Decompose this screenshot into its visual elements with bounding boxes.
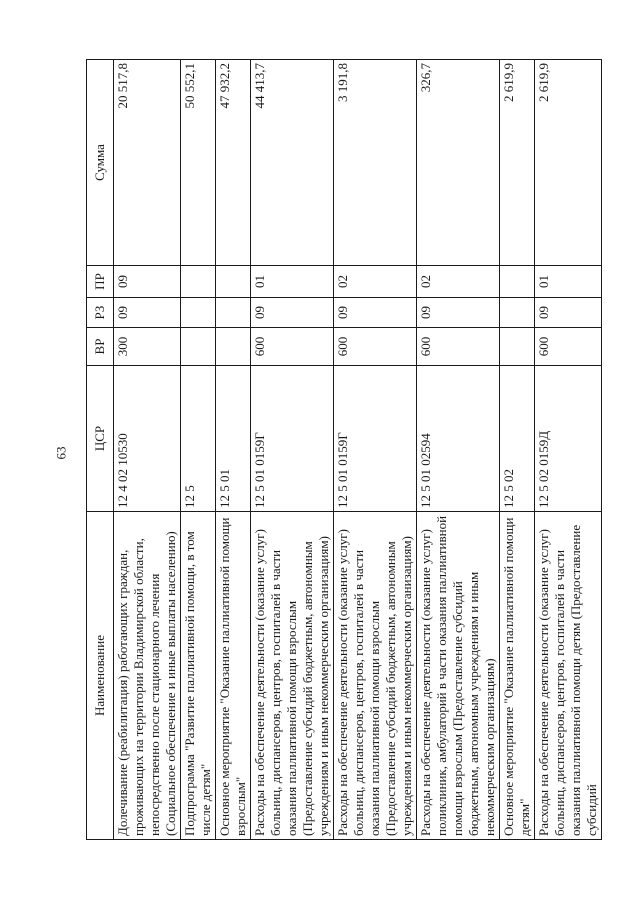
- cell-pr: 09: [114, 266, 181, 298]
- cell-csr: 12 5 01 02594: [417, 366, 500, 512]
- cell-sum: 50 552,1: [181, 60, 216, 266]
- cell-name: Долечивание (реабилитация) работающих граждан, проживающих на территории Владимирской области, непосредственно после стационарного лечения (Социальное обеспечение и иные выплаты населению): [114, 512, 181, 840]
- cell-name: Подпрограмма "Развитие паллиативной помощи, в том числе детям": [181, 512, 216, 840]
- cell-rz: 09: [417, 298, 500, 328]
- table-row: [251, 60, 334, 840]
- cell-name: Основное мероприятие "Оказание паллиативной помощи взрослым": [216, 512, 251, 840]
- cell-name: Расходы на обеспечение деятельности (оказание услуг) поликлиник, амбулаторий в части оказания паллиативной помощи взрослым (Предоставление субсидий бюджетным, автономным учреждениям и иным некоммерческим организациям): [417, 512, 500, 840]
- cell-sum: 2 619,9: [500, 60, 535, 266]
- cell-name: Расходы на обеспечение деятельности (оказание услуг) больниц, диспансеров, центров, госпиталей в части оказания паллиативной помощи взрослым (Предоставление субсидий бюджетным, автономным учреждениям и иным некоммерческим организациям): [251, 512, 334, 840]
- rotated-table-container: [86, 60, 616, 840]
- cell-pr: [500, 266, 535, 298]
- header-csr: ЦСР: [87, 366, 114, 512]
- cell-rz: [216, 298, 251, 328]
- cell-csr: 12 5 01: [216, 366, 251, 512]
- cell-vr: 600: [334, 328, 417, 366]
- header-rz: РЗ: [87, 298, 114, 328]
- cell-rz: [181, 298, 216, 328]
- cell-sum: 2 619,9: [535, 60, 602, 266]
- table-row: [334, 60, 417, 840]
- cell-csr: 12 5: [181, 366, 216, 512]
- cell-csr: 12 5 01 0159Г: [334, 366, 417, 512]
- cell-sum: 3 191,8: [334, 60, 417, 266]
- table-row: [535, 60, 602, 840]
- cell-vr: 300: [114, 328, 181, 366]
- cell-csr: 12 4 02 10530: [114, 366, 181, 512]
- cell-sum: 44 413,7: [251, 60, 334, 266]
- cell-vr: [500, 328, 535, 366]
- cell-sum: 20 517,8: [114, 60, 181, 266]
- table-row: [216, 60, 251, 840]
- cell-rz: 09: [251, 298, 334, 328]
- cell-pr: 02: [417, 266, 500, 298]
- page-number: 63: [53, 446, 69, 460]
- header-pr: ПР: [87, 266, 114, 298]
- cell-pr: 01: [535, 266, 602, 298]
- table-row: [417, 60, 500, 840]
- table-row: [114, 60, 181, 840]
- cell-name: Основное мероприятие "Оказание паллиативной помощи детям": [500, 512, 535, 840]
- cell-vr: 600: [417, 328, 500, 366]
- cell-pr: [181, 266, 216, 298]
- cell-pr: 02: [334, 266, 417, 298]
- table-row: [181, 60, 216, 840]
- cell-name: Расходы на обеспечение деятельности (оказание услуг) больниц, диспансеров, центров, госпиталей в части оказания паллиативной помощи детям (Предоставление субсидий: [535, 512, 602, 840]
- cell-csr: 12 5 01 0159Г: [251, 366, 334, 512]
- cell-sum: 326,7: [417, 60, 500, 266]
- cell-vr: [216, 328, 251, 366]
- cell-rz: 09: [535, 298, 602, 328]
- cell-rz: 09: [114, 298, 181, 328]
- cell-rz: [500, 298, 535, 328]
- cell-sum: 47 932,2: [216, 60, 251, 266]
- header-name: Наименование: [87, 512, 114, 840]
- cell-vr: 600: [535, 328, 602, 366]
- cell-rz: 09: [334, 298, 417, 328]
- budget-table: [86, 59, 602, 840]
- cell-pr: 01: [251, 266, 334, 298]
- cell-csr: 12 5 02 0159Д: [535, 366, 602, 512]
- cell-vr: 600: [251, 328, 334, 366]
- table-header-row: [87, 60, 114, 840]
- cell-csr: 12 5 02: [500, 366, 535, 512]
- table-row: [500, 60, 535, 840]
- cell-pr: [216, 266, 251, 298]
- header-vr: ВР: [87, 328, 114, 366]
- header-sum: Сумма: [87, 60, 114, 266]
- cell-name: Расходы на обеспечение деятельности (оказание услуг) больниц, диспансеров, центров, госпиталей в части оказания паллиативной помощи взрослым (Предоставление субсидий бюджетным, автономным учреждениям и иным некоммерческим организациям): [334, 512, 417, 840]
- cell-vr: [181, 328, 216, 366]
